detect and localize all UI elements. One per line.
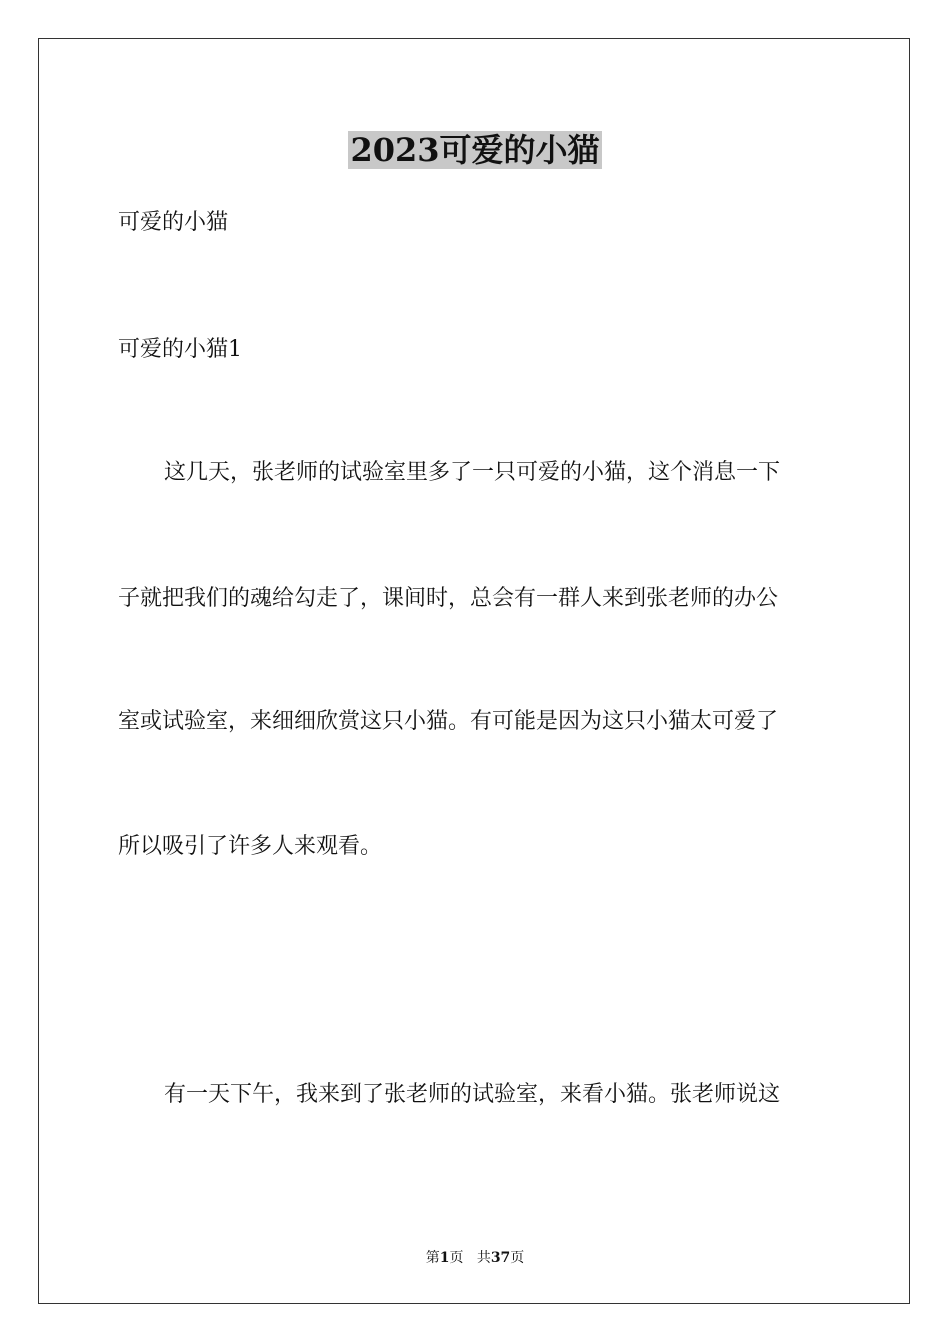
footer-page-prefix: 第	[425, 1250, 440, 1266]
paragraph-line: 这几天，张老师的试验室里多了一只可爱的小猫，这个消息一下	[164, 460, 781, 485]
paragraph-line: 有一天下午，我来到了张老师的试验室，来看小猫。张老师说这	[164, 1082, 781, 1107]
footer-total-pages: 37	[490, 1250, 511, 1266]
document-subtitle: 可爱的小猫	[118, 210, 229, 235]
document-title-text: 2023可爱的小猫	[350, 131, 600, 169]
footer-page-unit: 页	[449, 1250, 464, 1266]
footer-total-unit: 页	[510, 1250, 525, 1266]
paragraph-line: 子就把我们的魂给勾走了，课间时，总会有一群人来到张老师的办公	[118, 586, 779, 611]
footer-page-number: 1	[439, 1250, 450, 1266]
section-heading: 可爱的小猫1	[118, 337, 242, 362]
paragraph-line: 室或试验室，来细细欣赏这只小猫。有可能是因为这只小猫太可爱了	[118, 709, 779, 734]
paragraph-line: 所以吸引了许多人来观看。	[118, 834, 383, 859]
document-title	[0, 128, 950, 172]
page-footer	[0, 1248, 950, 1268]
footer-total-prefix: 共	[476, 1250, 491, 1266]
